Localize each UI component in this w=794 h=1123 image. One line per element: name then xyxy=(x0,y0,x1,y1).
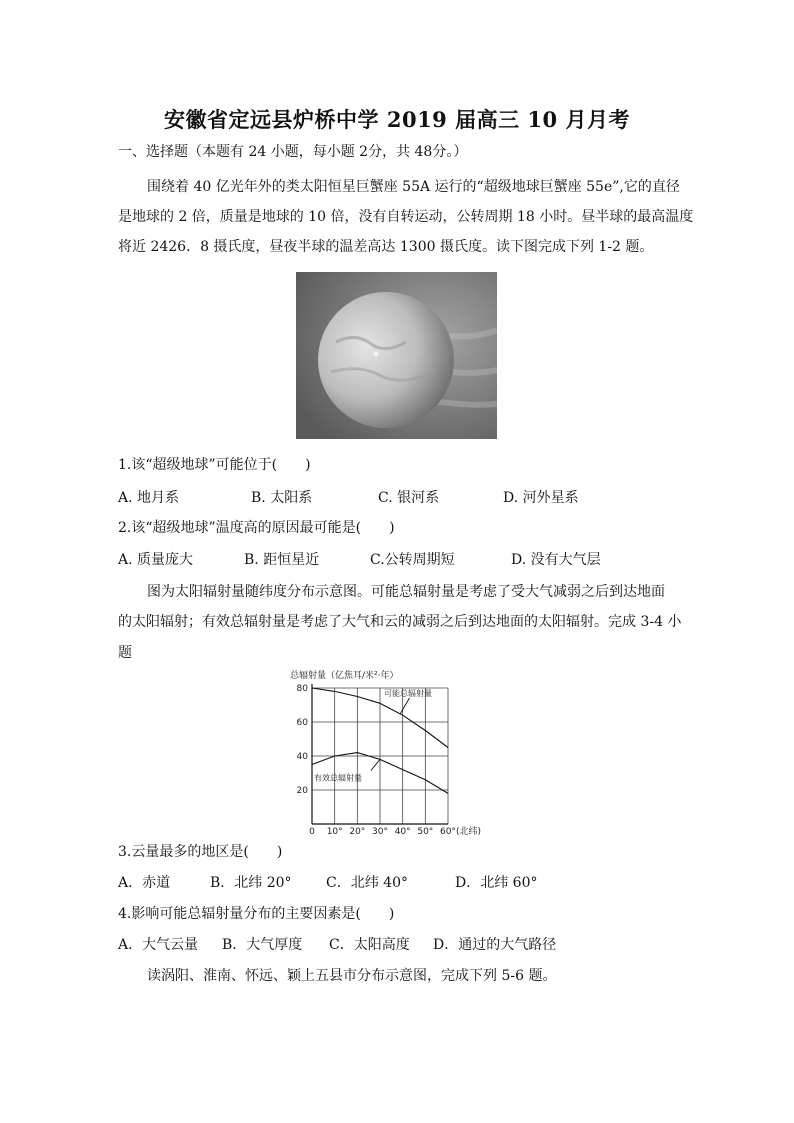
y-tick-label: 60 xyxy=(296,718,308,728)
passage2-line1: 图为太阳辐射量随纬度分布示意图。可能总辐射量是考虑了受大气减弱之后到达地面 xyxy=(147,584,665,600)
q1-stem: 1.该“超级地球”可能位于( ) xyxy=(118,457,311,473)
super-earth-image xyxy=(296,272,497,439)
q4-option-a: A．大气云量 xyxy=(118,937,199,953)
q3-option-c: C．北纬 40° xyxy=(326,875,408,891)
q4-option-d: D．通过的大气路径 xyxy=(433,937,557,953)
arrow-effective xyxy=(371,759,380,770)
x-axis-label: (北纬) xyxy=(456,827,482,836)
series-label-effective: 有效总辐射量 xyxy=(314,773,362,783)
q4-stem: 4.影响可能总辐射量分布的主要因素是( ) xyxy=(118,906,395,922)
q4-option-c: C．太阳高度 xyxy=(329,937,410,953)
y-axis-label: 总辐射量（亿焦耳/米²·年） xyxy=(290,671,399,681)
q1-option-c: C. 银河系 xyxy=(378,490,440,506)
x-tick-label: 50° xyxy=(417,827,434,836)
q3-option-d: D．北纬 60° xyxy=(455,875,538,891)
q1-option-b: B. 太阳系 xyxy=(251,490,313,506)
q3-option-b: B．北纬 20° xyxy=(210,875,292,891)
radiation-chart xyxy=(288,664,528,836)
q4-option-b: B．大气厚度 xyxy=(222,937,303,953)
x-tick-label: 40° xyxy=(394,827,411,836)
q3-option-a: A．赤道 xyxy=(118,875,171,891)
q1-option-d: D. 河外星系 xyxy=(503,490,579,506)
page-title: 安徽省定远县炉桥中学 2019 届高三 10 月月考 xyxy=(164,107,630,132)
section-heading: 一、选择题（本题有 24 小题，每小题 2分，共 48分。） xyxy=(118,144,468,160)
x-tick-label: 20° xyxy=(349,827,366,836)
passage3: 读涡阳、淮南、怀远、颖上五县市分布示意图，完成下列 5-6 题。 xyxy=(147,968,557,984)
q1-option-a: A. 地月系 xyxy=(118,490,180,506)
y-tick-label: 40 xyxy=(296,752,308,762)
y-tick-label: 20 xyxy=(296,786,308,796)
q2-option-b: B. 距恒星近 xyxy=(244,552,320,568)
q2-stem: 2.该“超级地球”温度高的原因最可能是( ) xyxy=(118,520,395,536)
q2-option-c: C.公转周期短 xyxy=(370,552,455,568)
x-tick-label: 30° xyxy=(372,827,388,836)
y-tick-label: 80 xyxy=(296,684,308,694)
passage1-line2: 是地球的 2 倍，质量是地球的 10 倍，没有自转运动，公转周期 18 小时。昼半球的最高温度 xyxy=(118,209,694,225)
series-label-possible: 可能总辐射量 xyxy=(384,689,432,698)
q2-option-a: A. 质量庞大 xyxy=(118,552,194,568)
arrow-possible xyxy=(400,698,409,714)
passage2-line3: 题 xyxy=(118,645,132,661)
x-tick-label: 10° xyxy=(326,827,343,836)
passage2-line2: 的太阳辐射；有效总辐射量是考虑了大气和云的减弱之后到达地面的太阳辐射。完成 3-4 小 xyxy=(118,614,682,630)
q2-option-d: D. 没有大气层 xyxy=(511,552,601,568)
x-tick-label: 60° xyxy=(440,827,456,836)
passage1-line1: 围绕着 40 亿光年外的类太阳恒星巨蟹座 55A 运行的“超级地球巨蟹座 55e”,它的直径 xyxy=(147,179,680,195)
passage1-line3: 将近 2426．8 摄氏度，昼夜半球的温差高达 1300 摄氏度。读下图完成下列 1-2 题。 xyxy=(118,239,654,255)
q3-stem: 3.云量最多的地区是( ) xyxy=(118,844,283,860)
x-tick-label: 0 xyxy=(309,827,315,836)
